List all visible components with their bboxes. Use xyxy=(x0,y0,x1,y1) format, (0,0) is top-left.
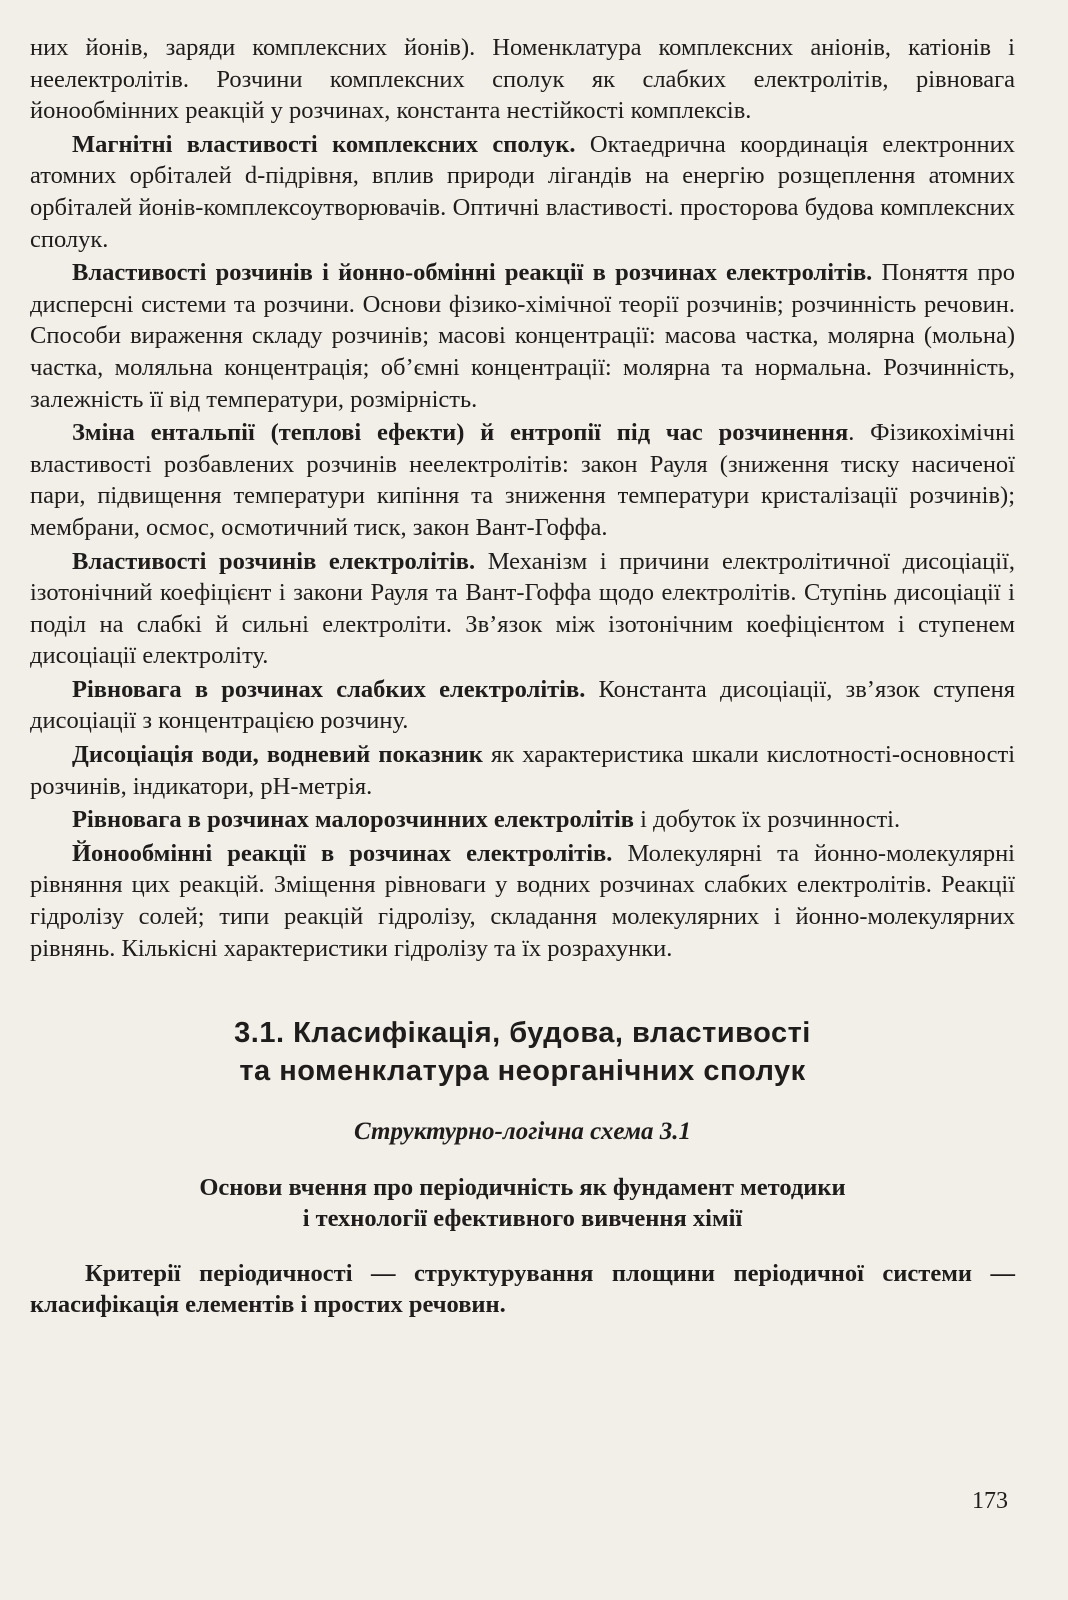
scheme-heading-line-2: і технології ефективного вивчення хімії xyxy=(302,1204,743,1232)
paragraph-lead: Рівновага в розчинах малорозчинних електролітів xyxy=(72,806,634,834)
paragraph-water-dissociation xyxy=(30,739,1015,802)
paragraph-lead: Властивості розчинів і йонно-обмінні реакції в розчинах електролітів. xyxy=(72,259,873,287)
paragraph-text: Поняття про дисперсні системи та розчини. Основи фізико-хімічної теорії розчинів; розчинність речовин. Способи вираження складу розчинів; масові концентрації: масова частка, молярна (мольна) частка, моляльна концентрація; об’ємні концентрації: молярна та нормальна. Розчинність, залежність її від температури, розмірність. xyxy=(30,259,1016,413)
paragraph-electrolyte-solutions xyxy=(30,546,1015,672)
paragraph-lead: Йонообмінні реакції в розчинах електролітів. xyxy=(72,839,613,867)
paragraph-enthalpy-entropy xyxy=(30,417,1015,543)
paragraph-text: Константа дисоціації, зв’язок ступеня дисоціації з концентрацією розчину. xyxy=(30,675,1015,735)
paragraph-text: Молекулярні та йонно-молекулярні рівняння цих реакцій. Зміщення рівноваги у водних розчинах слабких електролітів. Реакції гідролізу солей; типи реакцій гідролізу, складання молекулярних і йонно-молекулярних рівнянь. Кількісні характеристики гідролізу та їх розрахунки. xyxy=(30,839,1015,962)
paragraph-text: і добуток їх розчинності. xyxy=(634,806,901,834)
scheme-heading-line-1: Основи вчення про періодичність як фундамент методики xyxy=(199,1173,846,1201)
paragraph-text: Октаедрична координація електронних атомних орбіталей d-підрівня, вплив природи лігандів на енергію розщеплення атомних орбіталей йонів-комплексоутворювачів. Оптичні властивості. просторова будова комплексних сполук. xyxy=(30,130,1015,253)
section-title-line-1: 3.1. Класифікація, будова, властивості xyxy=(234,1017,811,1050)
paragraph-text: них йонів, заряди комплексних йонів). Номенклатура комплексних аніонів, катіонів і неелектролітів. Розчини комплексних сполук як слабких електролітів, рівновага йонообмінних реакцій у розчинах, константа нестійкості комплексів. xyxy=(30,34,1015,125)
scheme-heading xyxy=(30,1172,1015,1234)
paragraph-solution-properties xyxy=(30,257,1015,415)
scheme-label: Структурно-логічна схема 3.1 xyxy=(354,1118,691,1146)
section-title xyxy=(30,1014,1015,1090)
section-title-line-2: та номенклатура неорганічних сполук xyxy=(239,1055,806,1088)
paragraph-lead: Властивості розчинів електролітів. xyxy=(72,547,476,575)
paragraph-ion-exchange xyxy=(30,838,1015,964)
paragraph-lead: Рівновага в розчинах слабких електролітів. xyxy=(72,675,586,703)
paragraph-sparingly-soluble xyxy=(30,804,1015,836)
periodicity-criteria: Критерії періодичності — структурування площини періодичної системи — класифікація елементів і простих речовин. xyxy=(30,1259,1015,1319)
page-body xyxy=(30,32,1015,1321)
paragraph-text: . Фізикохімічні властивості розбавлених розчинів неелектролітів: закон Рауля (зниження тиску насиченої пари, підвищення температури кипіння та зниження температури кристалізації розчинів); мембрани, осмос, осмотичний тиск, закон Вант-Гоффа. xyxy=(30,419,1015,541)
paragraph-lead: Магнітні властивості комплексних сполук. xyxy=(72,130,576,158)
paragraph-text: Механізм і причини електролітичної дисоціації, ізотонічний коефіцієнт і закони Рауля та Вант-Гоффа щодо електролітів. Ступінь дисоціації і поділ на слабкі й сильні електроліти. Зв’язок між ізотонічним коефіцієнтом і ступенем дисоціації електроліту. xyxy=(30,547,1015,670)
paragraph-lead: Дисоціація води, водневий показник xyxy=(72,741,483,769)
paragraph-lead: Зміна ентальпії (теплові ефекти) й ентропії під час розчинення xyxy=(72,419,849,447)
paragraph-magnetic-properties xyxy=(30,129,1015,255)
page-number: 173 xyxy=(972,1488,1008,1514)
paragraph-text: як характеристика шкали кислотності-основності розчинів, індикатори, pH-метрія. xyxy=(30,741,1015,800)
paragraph-complex-ions xyxy=(30,32,1015,127)
paragraph-weak-electrolytes xyxy=(30,674,1015,737)
